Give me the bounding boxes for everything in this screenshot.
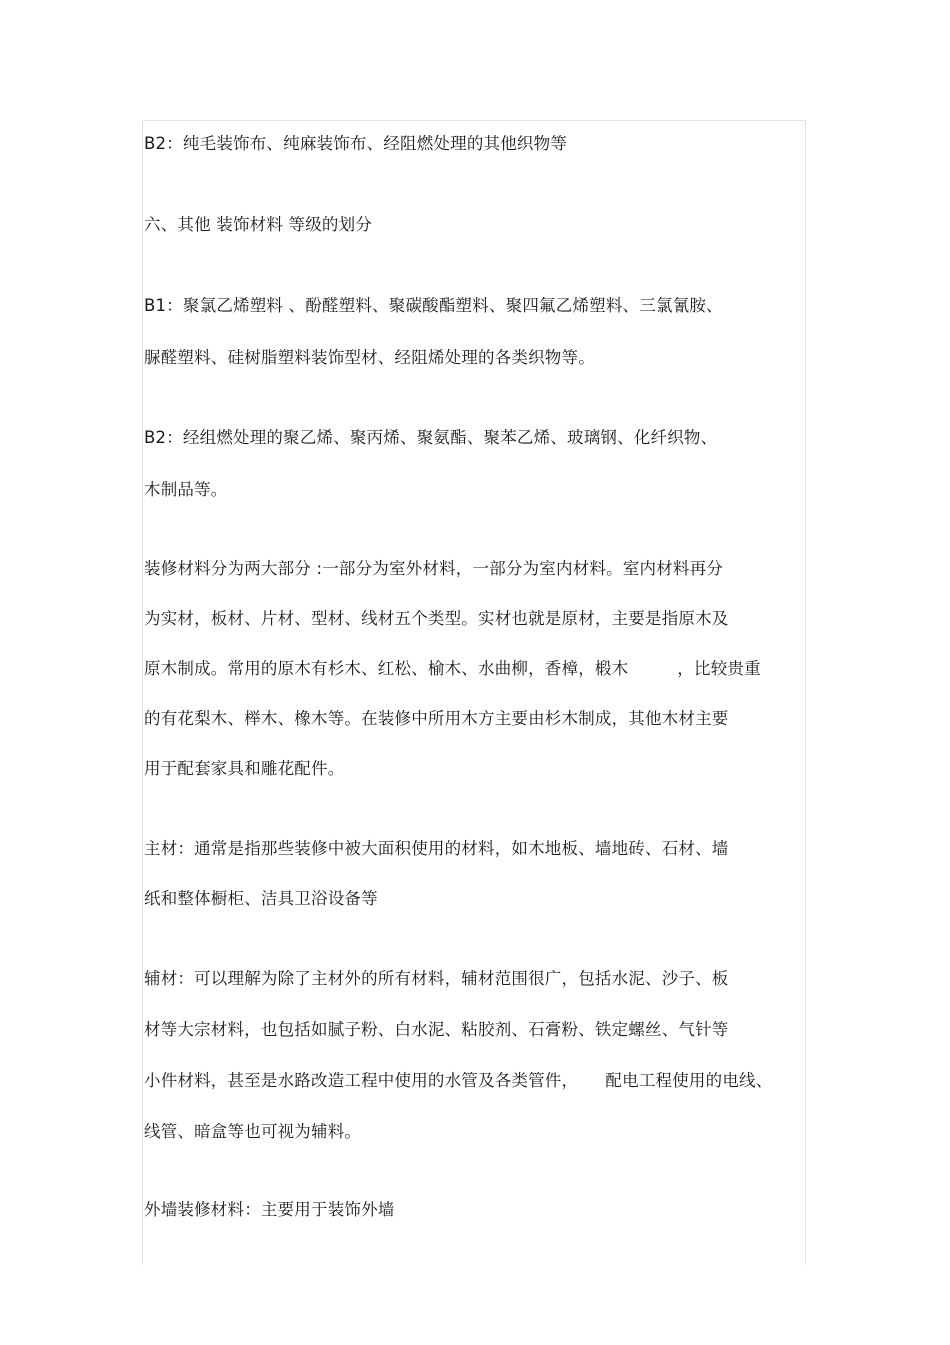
- text-line: 的有花梨木、榉木、橡木等。在装修中所用木方主要由杉木制成，其他木材主要: [144, 709, 729, 728]
- text-line: 主材：通常是指那些装修中被大面积使用的材料，如木地板、墙地砖、石材、墙: [144, 839, 729, 858]
- text-line: 辅材：可以理解为除了主材外的所有材料，辅材范围很广，包括水泥、沙子、板: [144, 969, 729, 988]
- text-line: 原木制成。常用的原木有杉木、红松、榆木、水曲柳，香樟，椴木 ，比较贵重: [144, 659, 761, 678]
- text-line: 木制品等。: [144, 480, 228, 499]
- text-line: B1：聚氯乙烯塑料 、酚醛塑料、聚碳酸酯塑料、聚四氟乙烯塑料、三氯氰胺、: [144, 296, 723, 315]
- text-line: 材等大宗材料，也包括如腻子粉、白水泥、粘胶剂、石膏粉、铁定螺丝、气针等: [144, 1020, 729, 1039]
- text-line: 为实材，板材、片材、型材、线材五个类型。实材也就是原材，主要是指原木及: [144, 609, 729, 628]
- text-line: 纸和整体橱柜、洁具卫浴设备等: [144, 889, 378, 908]
- text-line: 外墙装修材料：主要用于装饰外墙: [144, 1200, 395, 1219]
- text-line: 小件材料，甚至是水路改造工程中使用的水管及各类管件， 配电工程使用的电线、: [144, 1071, 773, 1090]
- text-line: 线管、暗盒等也可视为辅料。: [144, 1122, 362, 1141]
- text-line: B2：经组燃处理的聚乙烯、聚丙烯、聚氨酯、聚苯乙烯、玻璃钢、化纤织物、: [144, 428, 718, 447]
- text-line: 用于配套家具和雕花配件。: [144, 759, 345, 778]
- page-frame: [142, 120, 806, 1265]
- text-line: 装修材料分为两大部分 :一部分为室外材料，一部分为室内材料。室内材料再分: [144, 559, 724, 578]
- text-line: 脲醛塑料、硅树脂塑料装饰型材、经阻烯处理的各类织物等。: [144, 348, 595, 367]
- text-line: B2：纯毛装饰布、纯麻装饰布、经阻燃处理的其他织物等: [144, 134, 568, 153]
- section-heading: 六、其他 装饰材料 等级的划分: [144, 215, 372, 234]
